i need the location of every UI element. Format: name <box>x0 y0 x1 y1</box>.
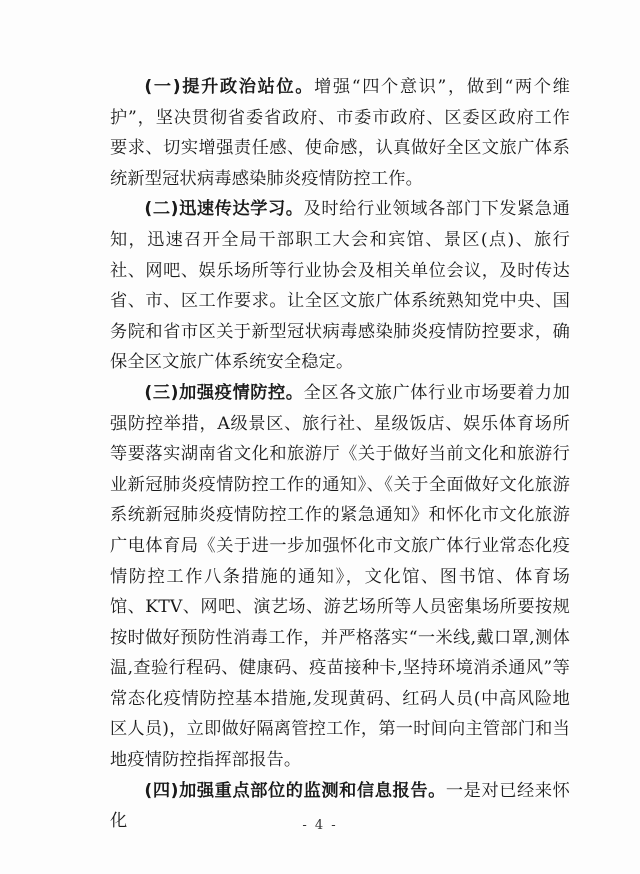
document-body <box>110 72 570 837</box>
section-1-heading: (一)提升政治站位。 <box>144 77 315 97</box>
page-number: - 4 - <box>302 818 338 833</box>
section-1 <box>110 72 570 194</box>
section-1-body: 增强“四个意识”，做到“两个维护”，坚决贯彻省委省政府、市委市政府、区委区政府工作要求、切实增强责任感、使命感，认真做好全区文旅广体系统新型冠状病毒感染肺炎疫情防控工作。 <box>110 77 570 189</box>
section-4-heading: (四)加强重点部位的监测和信息报告。 <box>144 780 446 801</box>
section-2 <box>110 194 570 378</box>
section-3-body: 全区各文旅广体行业市场要着力加强防控举措，A级景区、旅行社、星级饭店、娱乐体育场所等要落实湖南省文化和旅游厅《关于做好当前文化和旅游行业新冠肺炎疫情防控工作的通知》、《关于全面做好文化旅游系统新冠肺炎疫情防控工作的紧急通知》和怀化市文化旅游广电体育局《关于进一步加强怀化市文旅广体行业常态化疫情防控工作八条措施的通知》，文化馆、图书馆、体育场馆、KTV、网吧、演艺场、游艺场所等人员密集场所要按规按时做好预防性消毒工作，并严格落实“一米线,戴口罩,测体温,查验行程码、健康码、疫苗接种卡,坚持环境消杀通风”等常态化疫情防控基本措施,发现黄码、红码人员(中高风险地区人员)，立即做好隔离管控工作，第一时间向主管部门和当地疫情防控指挥部报告。 <box>110 382 570 771</box>
section-4-body: 一是对已经来怀化 <box>110 780 570 832</box>
section-3-heading: (三)加强疫情防控。 <box>144 382 304 403</box>
section-2-heading: (二)迅速传达学习。 <box>144 199 304 220</box>
section-3 <box>110 378 570 776</box>
section-2-body: 及时给行业领域各部门下发紧急通知，迅速召开全局干部职工大会和宾馆、景区(点)、旅行社、网吧、娱乐场所等行业协会及相关单位会议，及时传达省、市、区工作要求。让全区文旅广体系统熟知党中央、国务院和省市区关于新型冠状病毒感染肺炎疫情防控要求，确保全区文旅广体系统安全稳定。 <box>110 199 570 373</box>
